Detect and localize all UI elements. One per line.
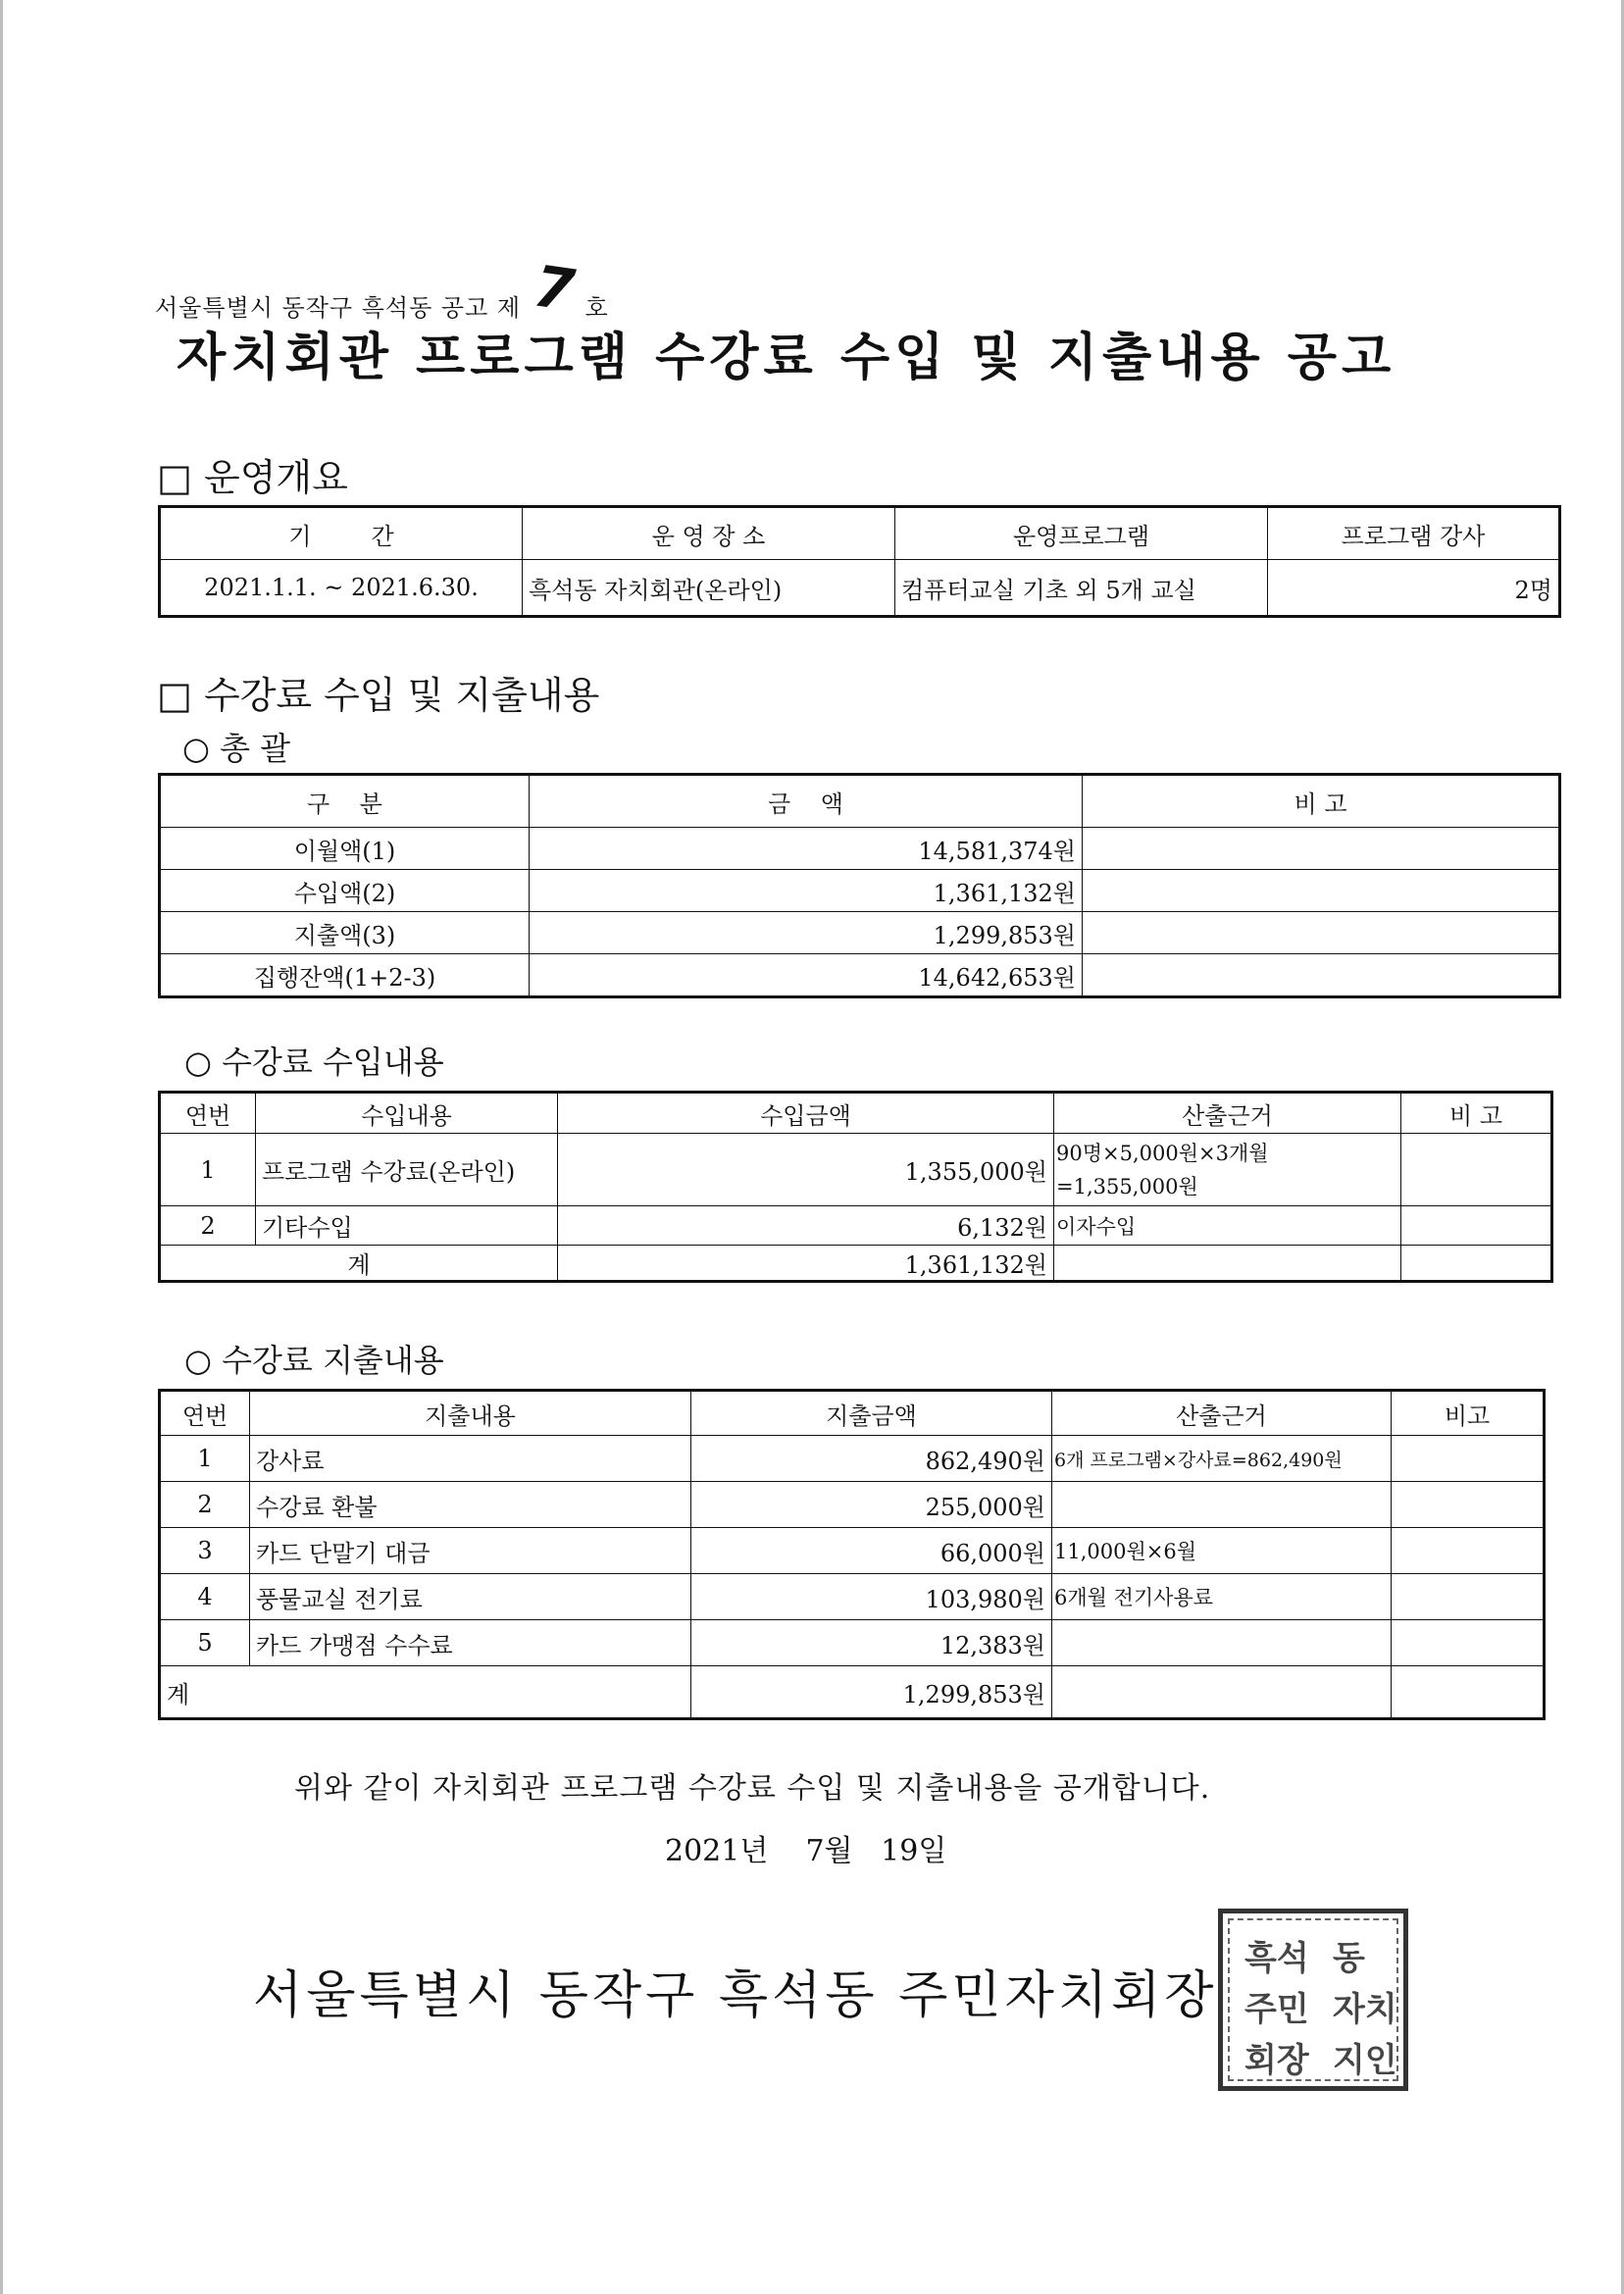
expense-no: 4 [160,1574,250,1620]
income-amount: 6,132원 [558,1206,1054,1246]
overview-header-program: 운영프로그램 [895,507,1268,560]
summary-category: 이월액(1) [160,828,530,870]
income-row [160,1206,1552,1246]
summary-row [160,828,1560,870]
income-total-basis [1054,1246,1401,1282]
summary-row [160,954,1560,997]
expense-row [160,1620,1545,1666]
summary-row [160,912,1560,954]
overview-header-period: 기 간 [160,507,523,560]
announcement-date: 2021년 7월 19일 [665,1834,947,1868]
overview-heading: □ 운영개요 [157,456,348,499]
income-heading: ○ 수강료 수입내용 [184,1044,444,1081]
income-col-basis: 산출근거 [1054,1093,1401,1134]
summary-heading: ○ 총 괄 [182,730,291,767]
expense-row [160,1482,1545,1528]
expense-note [1392,1574,1545,1620]
summary-table [158,773,1561,998]
expense-content: 강사료 [250,1436,691,1482]
income-note [1401,1134,1552,1206]
overview-header-row [160,507,1560,560]
overview-header-instructor: 프로그램 강사 [1268,507,1560,560]
income-content: 기타수입 [256,1206,558,1246]
summary-category: 지출액(3) [160,912,530,954]
summary-note [1083,870,1560,912]
overview-place: 흑석동 자치회관(온라인) [523,560,895,617]
notice-suffix: 호 [584,294,609,322]
expense-total-note [1392,1666,1545,1719]
signer-title: 서울특별시 동작구 흑석동 주민자치회장 [253,1966,1218,2025]
expense-row [160,1574,1545,1620]
seal-glyph: 회장 [1244,2041,1309,2080]
summary-amount: 14,581,374원 [530,828,1083,870]
expense-content: 풍물교실 전기료 [250,1574,691,1620]
expense-basis [1052,1482,1392,1528]
expense-header-no: 연번 [160,1391,250,1436]
income-basis [1054,1206,1401,1246]
summary-note [1083,954,1560,997]
expense-basis [1052,1620,1392,1666]
notice-prefix: 서울특별시 동작구 흑석동 공고 제 [155,294,522,322]
finance-heading: □ 수강료 수입 및 지출내용 [157,674,600,717]
summary-category: 수입액(2) [160,870,530,912]
expense-basis: 6개 프로그램×강사료=862,490원 [1052,1436,1392,1482]
expense-note [1392,1436,1545,1482]
income-no: 1 [160,1134,256,1206]
summary-header-category: 구 분 [160,775,530,828]
notice-number: 7 [530,252,580,325]
income-col-no: 연번 [160,1093,256,1134]
income-no: 2 [160,1206,256,1246]
summary-row [160,870,1560,912]
expense-header-basis: 산출근거 [1052,1391,1392,1436]
overview-data-row [160,560,1560,617]
income-basis-line1: 이자수입 [1056,1214,1137,1239]
expense-header-note: 비고 [1392,1391,1545,1436]
overview-period: 2021.1.1. ~ 2021.6.30. [160,560,523,617]
summary-header-row [160,775,1560,828]
summary-header-note: 비 고 [1083,775,1560,828]
expense-amount: 255,000원 [691,1482,1052,1528]
expense-table [158,1389,1546,1720]
expense-header-amount: 지출금액 [691,1391,1052,1436]
expense-amount: 12,383원 [691,1620,1052,1666]
expense-no: 1 [160,1436,250,1482]
overview-instructor: 2명 [1268,560,1560,617]
income-row [160,1134,1552,1206]
expense-total-label: 계 [160,1666,691,1719]
overview-table [158,505,1561,618]
seal-glyph: 지인 [1333,2041,1397,2080]
summary-note [1083,828,1560,870]
income-header-row-main [160,1093,1552,1134]
expense-heading: ○ 수강료 지출내용 [184,1342,444,1379]
expense-amount: 103,980원 [691,1574,1052,1620]
left-page-edge [0,0,3,2294]
income-total-note [1401,1246,1552,1282]
expense-no: 2 [160,1482,250,1528]
expense-basis: 11,000원×6월 [1052,1528,1392,1574]
expense-row [160,1528,1545,1574]
disclosure-statement: 위와 같이 자치회관 프로그램 수강료 수입 및 지출내용을 공개합니다. [294,1771,1211,1806]
income-basis [1054,1134,1401,1206]
income-col-note: 비 고 [1401,1093,1552,1134]
expense-no: 3 [160,1528,250,1574]
expense-header-row [160,1391,1545,1436]
expense-note [1392,1620,1545,1666]
expense-no: 5 [160,1620,250,1666]
summary-note [1083,912,1560,954]
expense-note [1392,1482,1545,1528]
expense-header-content: 지출내용 [250,1391,691,1436]
expense-total-amount: 1,299,853원 [691,1666,1052,1719]
income-content: 프로그램 수강료(온라인) [256,1134,558,1206]
expense-content: 카드 가맹점 수수료 [250,1620,691,1666]
expense-content: 카드 단말기 대금 [250,1528,691,1574]
overview-header-place: 운 영 장 소 [523,507,895,560]
income-note [1401,1206,1552,1246]
seal-glyph: 흑석 [1244,1939,1309,1978]
income-total-amount: 1,361,132원 [558,1246,1054,1282]
seal-glyph: 주민 [1244,1990,1309,2029]
expense-total-basis [1052,1666,1392,1719]
expense-content: 수강료 환불 [250,1482,691,1528]
summary-category: 집행잔액(1+2-3) [160,954,530,997]
income-basis-line2: =1,355,000원 [1056,1174,1198,1198]
summary-amount: 1,299,853원 [530,912,1083,954]
seal-glyph: 동 [1333,1939,1365,1978]
summary-header-amount: 금 액 [530,775,1083,828]
income-total-row [160,1246,1552,1282]
expense-amount: 66,000원 [691,1528,1052,1574]
summary-amount: 14,642,653원 [530,954,1083,997]
income-basis-line1: 90명×5,000원×3개월 [1056,1141,1269,1165]
expense-amount: 862,490원 [691,1436,1052,1482]
income-col-amount: 수입금액 [558,1093,1054,1134]
overview-program: 컴퓨터교실 기초 외 5개 교실 [895,560,1268,617]
expense-row [160,1436,1545,1482]
income-amount: 1,355,000원 [558,1134,1054,1206]
income-col-content: 수입내용 [256,1093,558,1134]
income-table-main [158,1091,1553,1283]
expense-total-row [160,1666,1545,1719]
official-seal [1218,1909,1408,2091]
expense-basis: 6개월 전기사용료 [1052,1574,1392,1620]
summary-amount: 1,361,132원 [530,870,1083,912]
income-total-label: 계 [160,1246,558,1282]
document-title: 자치회관 프로그램 수강료 수입 및 지출내용 공고 [177,329,1396,387]
expense-note [1392,1528,1545,1574]
seal-glyph: 자치 [1333,1990,1397,2029]
